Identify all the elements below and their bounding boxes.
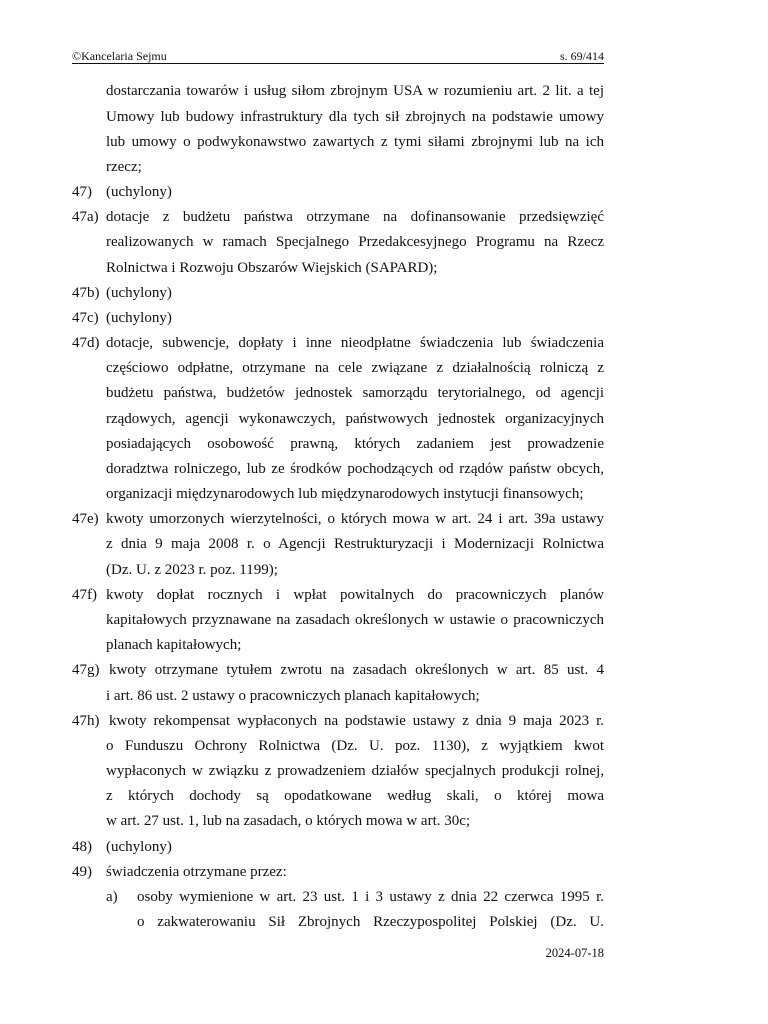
list-item-47g [0, 658, 768, 708]
text-line: dostarczania towarów i usług siłom zbrojnym USA w rozumieniu art. 2 lit. a tej [106, 83, 604, 100]
text-line [0, 281, 768, 306]
publication-date: 2024-07-18 [545, 946, 604, 960]
item-text: w art. 27 ust. 1, lub na zasadach, o których mowa w art. 30c; [106, 813, 471, 830]
item-label: 47c) [72, 309, 99, 326]
item-text: budżetu państwa, budżetów jednostek samorządu terytorialnego, od agencji [106, 385, 604, 402]
list-item-47b [0, 281, 768, 306]
item-text: (uchylony) [106, 309, 172, 326]
text-line [0, 457, 768, 482]
text-line [0, 482, 768, 507]
item-label: 47) [72, 184, 92, 201]
item-text: o Funduszu Ochrony Rolnictwa (Dz. U. poz. 1130), z wyjątkiem kwot [106, 737, 604, 754]
text-line [0, 205, 768, 230]
text-line [0, 835, 768, 860]
page-number: s. 69/414 [559, 49, 604, 63]
text-line [0, 558, 768, 583]
document-body [0, 79, 768, 935]
page-footer [72, 945, 604, 961]
item-label: 47h) [72, 712, 100, 729]
continuation-paragraph [0, 79, 768, 180]
item-text: Rolnictwa i Rozwoju Obszarów Wiejskich (SAPARD); [106, 259, 438, 276]
item-text: częściowo odpłatne, otrzymane na cele związane z działalnością rolniczą z [106, 360, 604, 377]
text-line [0, 256, 768, 281]
text-line [0, 432, 768, 457]
text-line [0, 809, 768, 834]
sub-item-text: osoby wymienione w art. 23 ust. 1 i 3 ustawy z dnia 22 czerwca 1995 r. [137, 888, 604, 905]
item-label: 47b) [72, 284, 100, 301]
text-line [0, 583, 768, 608]
item-label: 49) [72, 863, 92, 880]
list-item-47f [0, 583, 768, 659]
item-text: wypłaconych w związku z prowadzeniem działów specjalnych produkcji rolnej, [106, 763, 604, 780]
text-line [0, 608, 768, 633]
list-item-47c [0, 306, 768, 331]
text-line [0, 381, 768, 406]
sub-item-text: o zakwaterowaniu Sił Zbrojnych Rzeczypospolitej Polskiej (Dz. U. [137, 914, 604, 931]
item-text: kwoty dopłat rocznych i wpłat powitalnych do pracowniczych planów [106, 586, 604, 603]
item-text: kwoty otrzymane tytułem zwrotu na zasadach określonych w art. 85 ust. 4 [109, 662, 604, 679]
sub-item-label: a) [106, 888, 118, 905]
list-item-47e [0, 507, 768, 583]
item-text: (uchylony) [106, 838, 172, 855]
item-label: 47a) [72, 209, 99, 226]
text-line [0, 759, 768, 784]
item-text: rządowych, agencji wykonawczych, państwowych jednostek organizacyjnych [106, 410, 604, 427]
item-text: kapitałowych przyznawane na zasadach określonych w ustawie o pracowniczych [106, 612, 604, 628]
item-text: (uchylony) [106, 184, 172, 201]
text-line: lub umowy o podwykonawstwo zawartych z tymi siłami zbrojnymi lub na ich [106, 133, 604, 150]
text-line [0, 507, 768, 532]
text-line [0, 532, 768, 557]
item-text: (Dz. U. z 2023 r. poz. 1199); [106, 561, 278, 578]
item-text: z dnia 9 maja 2008 r. o Agencji Restrukturyzacji i Modernizacji Rolnictwa [106, 536, 604, 553]
text-line [0, 709, 768, 734]
text-line [0, 860, 768, 885]
item-label: 47d) [72, 335, 100, 352]
sub-item-a [0, 885, 768, 935]
item-label: 47g) [72, 662, 100, 679]
text-line [0, 734, 768, 759]
text-line: rzecz; [106, 158, 142, 175]
text-line [0, 331, 768, 356]
list-item-49 [0, 860, 768, 936]
item-text: kwoty umorzonych wierzytelności, o których mowa w art. 24 i art. 39a ustawy [106, 511, 604, 528]
text-line [0, 356, 768, 381]
item-text: planach kapitałowych; [106, 637, 242, 654]
text-line [0, 658, 768, 683]
text-line [0, 885, 768, 910]
list-item-47h [0, 709, 768, 835]
item-text: organizacji międzynarodowych lub międzynarodowych instytucji finansowych; [106, 486, 584, 503]
item-text: dotacje z budżetu państwa otrzymane na dofinansowanie przedsięwzięć [106, 209, 604, 226]
text-line [0, 306, 768, 331]
text-line [0, 633, 768, 658]
text-line [0, 784, 768, 809]
item-text: kwoty rekompensat wypłaconych na podstawie ustawy z dnia 9 maja 2023 r. [109, 712, 604, 729]
publisher-label: ©Kancelaria Sejmu [72, 49, 167, 63]
list-item-47a [0, 205, 768, 281]
list-item-47 [0, 180, 768, 205]
text-line: Umowy lub budowy infrastruktury dla tych sił zbrojnych na podstawie umowy [106, 108, 604, 125]
item-text: świadczenia otrzymane przez: [106, 863, 287, 880]
item-text: (uchylony) [106, 284, 172, 301]
list-item-47d [0, 331, 768, 507]
item-text: realizowanych w ramach Specjalnego Przedakcesyjnego Programu na Rzecz [106, 234, 604, 251]
item-label: 47e) [72, 511, 99, 528]
text-line [0, 910, 768, 935]
text-line [0, 180, 768, 205]
text-line [0, 230, 768, 255]
item-label: 48) [72, 838, 92, 855]
item-text: posiadających osobowość prawną, których zadaniem jest prowadzenie [106, 435, 604, 452]
item-text: z których dochody są opodatkowane według skali, o której mowa [106, 788, 604, 805]
item-text: dotacje, subwencje, dopłaty i inne nieodpłatne świadczenia lub świadczenia [106, 335, 604, 352]
item-text: doradztwa rolniczego, lub ze środków pochodzących od rządów państw obcych, [106, 460, 604, 477]
item-text: i art. 86 ust. 2 ustawy o pracowniczych planach kapitałowych; [106, 687, 480, 704]
text-line [0, 407, 768, 432]
text-line [0, 684, 768, 709]
item-label: 47f) [72, 586, 97, 603]
list-item-48 [0, 835, 768, 860]
page-header [72, 49, 604, 64]
